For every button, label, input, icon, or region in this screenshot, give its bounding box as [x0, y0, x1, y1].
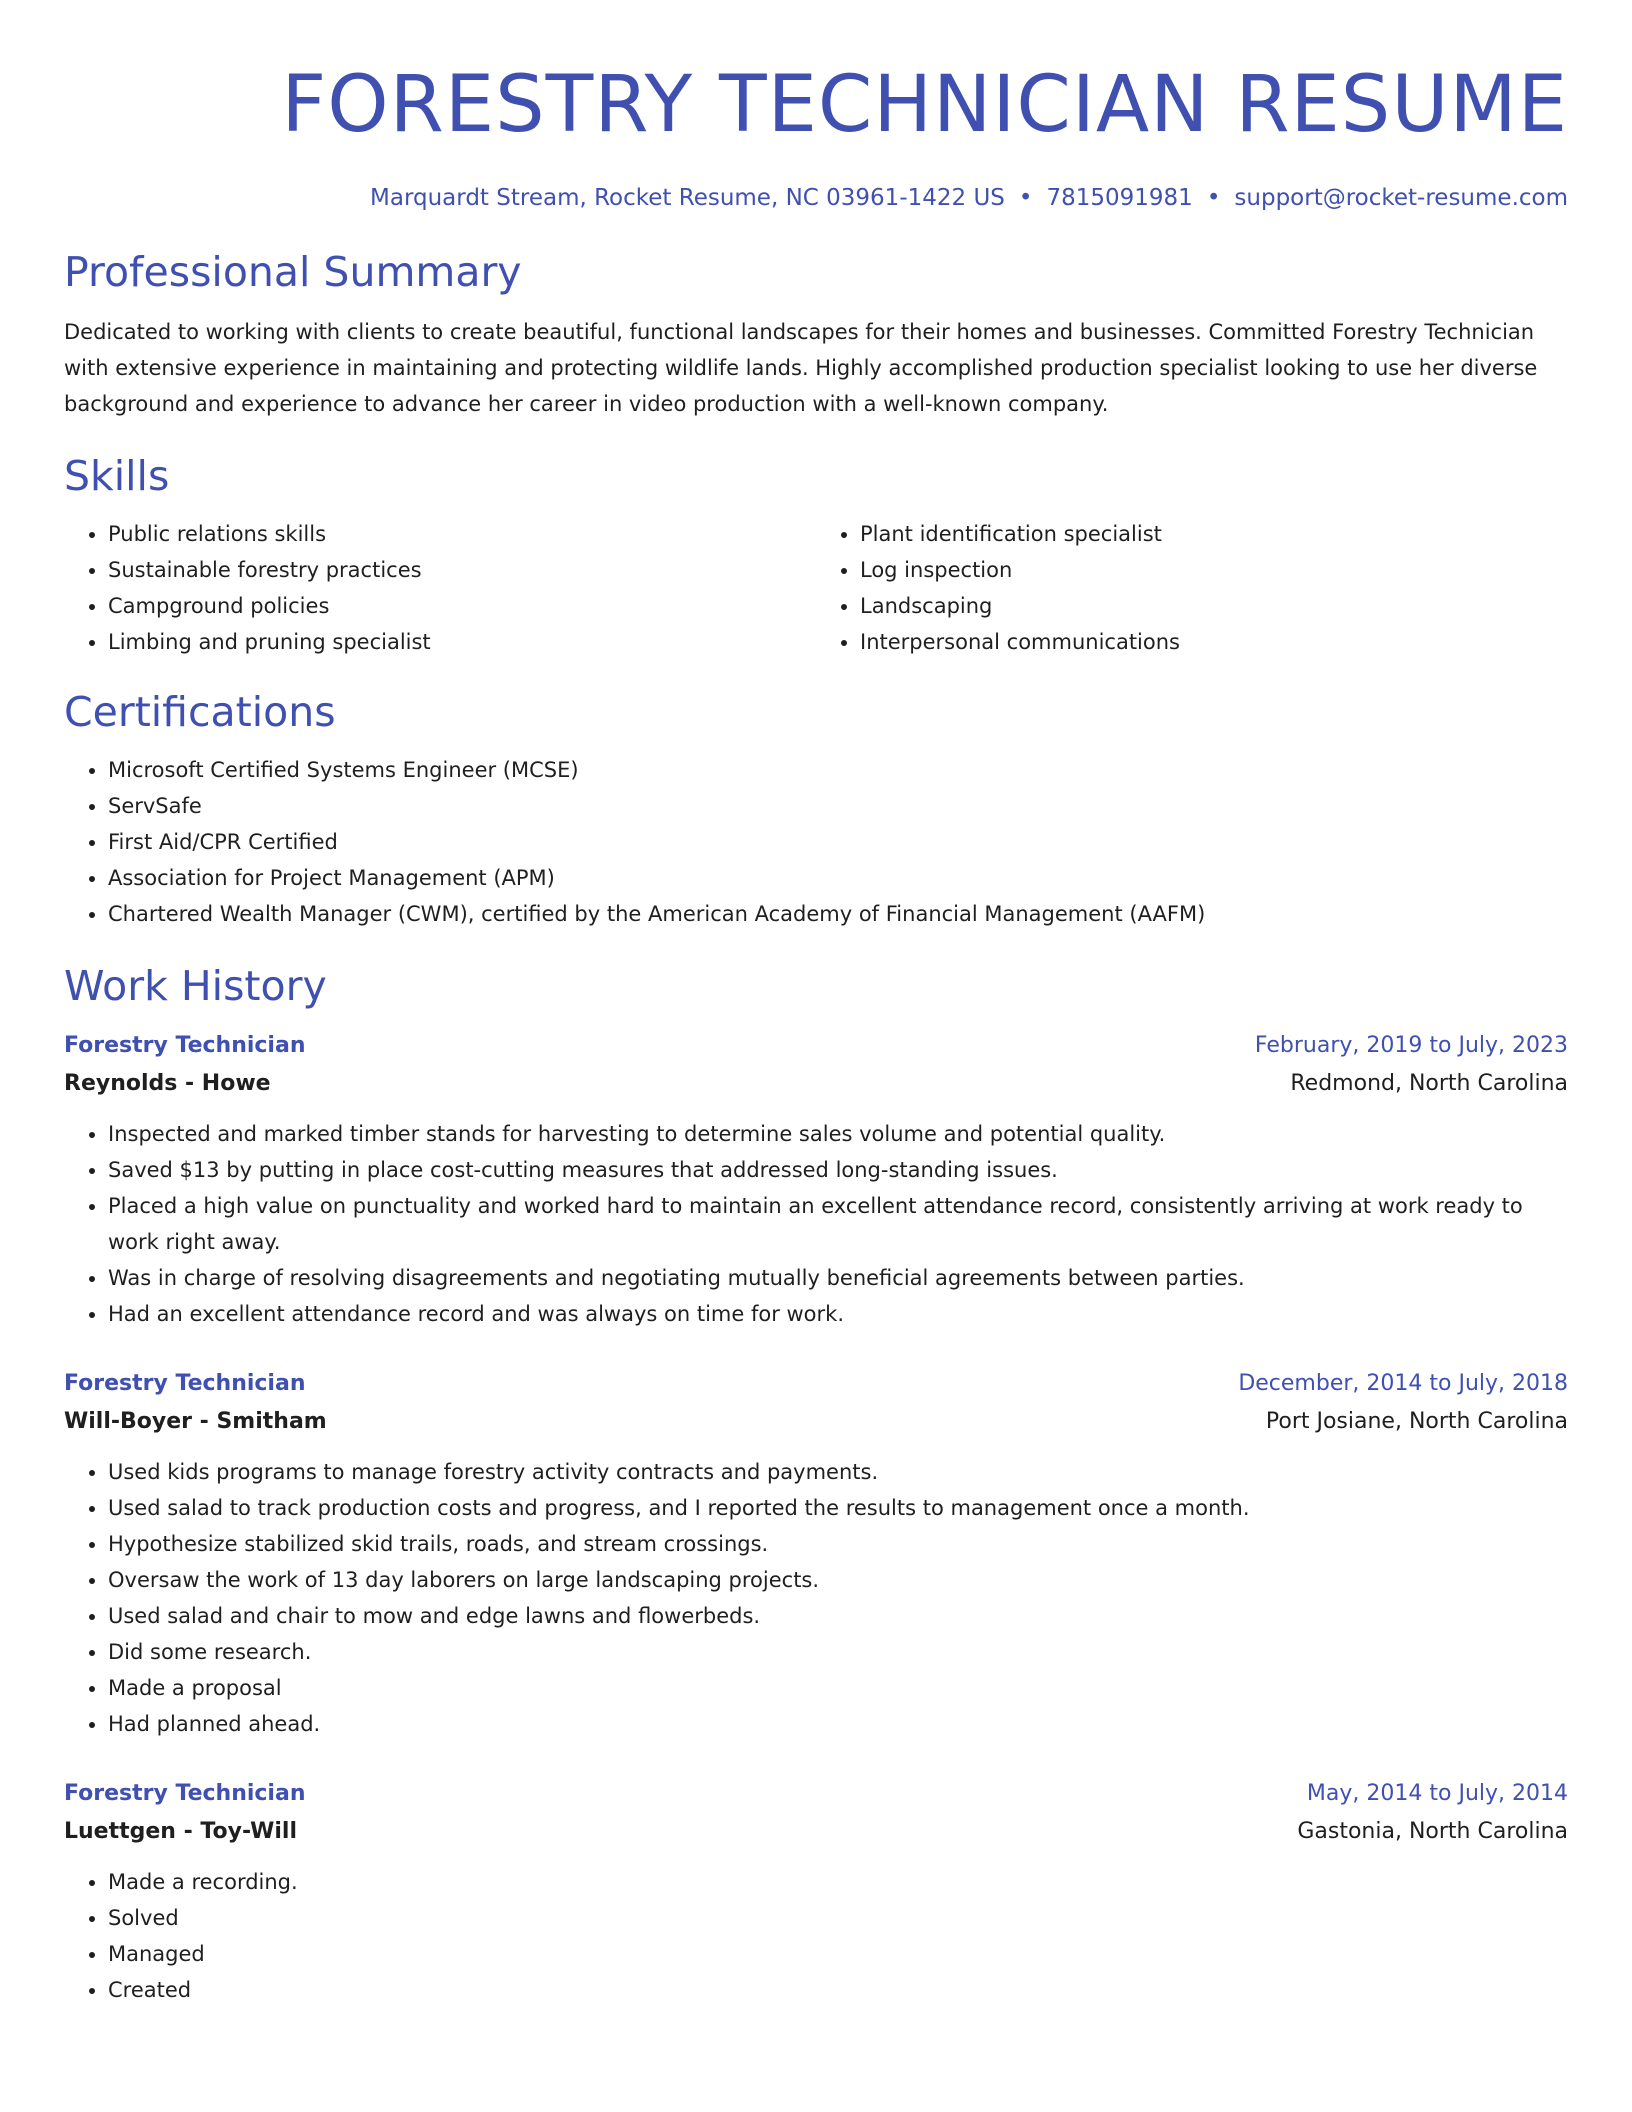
job-bullets: [64, 1864, 1568, 2008]
job-dates: May, 2014 to July, 2014: [1306, 1781, 1568, 1806]
job-bullet: • Made a proposal: [108, 1670, 1568, 1706]
skills-grid: [64, 516, 1568, 660]
job-bullet: • Had planned ahead.: [108, 1706, 1568, 1742]
job-bullet: • Created: [108, 1972, 1568, 2008]
skills-list-left: [64, 516, 816, 660]
job-header-row: [64, 1776, 1568, 1812]
certification-item: • Association for Project Management (APM): [108, 860, 1568, 896]
job-header-row: [64, 1028, 1568, 1064]
job-bullet: • Used kids programs to manage forestry activity contracts and payments.: [108, 1454, 1568, 1490]
job-company: Luettgen - Toy-Will: [64, 1819, 297, 1844]
job-title: Forestry Technician: [64, 1371, 306, 1396]
summary-heading: Professional Summary: [64, 248, 522, 296]
job-bullet: • Placed a high value on punctuality and worked hard to maintain an excellent attendance record, consistently arriving at work ready to work right away.: [108, 1188, 1568, 1260]
skill-item: • Plant identification specialist: [860, 516, 1568, 552]
job-bullet: • Did some research.: [108, 1634, 1568, 1670]
resume-title: FORESTRY TECHNICIAN RESUME: [281, 60, 1568, 150]
job-bullet: • Made a recording.: [108, 1864, 1568, 1900]
job-bullets: [64, 1116, 1568, 1332]
job-bullet: • Used salad to track production costs and progress, and I reported the results to management once a month.: [108, 1490, 1568, 1526]
certifications-heading: Certifications: [64, 688, 336, 736]
skill-item: • Sustainable forestry practices: [108, 552, 816, 588]
job-company: Will-Boyer - Smitham: [64, 1409, 327, 1434]
skill-item: • Public relations skills: [108, 516, 816, 552]
job-title: Forestry Technician: [64, 1033, 306, 1058]
contact-line: [64, 182, 1568, 214]
job-dates: December, 2014 to July, 2018: [1238, 1371, 1568, 1396]
skills-list-right: [816, 516, 1568, 660]
contact-separator: •: [1018, 185, 1033, 211]
job-company-row: [64, 1402, 1568, 1442]
job-bullet: • Inspected and marked timber stands for harvesting to determine sales volume and potential quality.: [108, 1116, 1568, 1152]
job-location: Redmond, North Carolina: [1290, 1071, 1568, 1096]
job-entry: [64, 1776, 1568, 2008]
contact-phone: 7815091981: [1046, 185, 1193, 211]
certification-item: • ServSafe: [108, 788, 1568, 824]
skill-item: • Landscaping: [860, 588, 1568, 624]
skills-heading: Skills: [64, 452, 170, 500]
job-bullet: • Used salad and chair to mow and edge lawns and flowerbeds.: [108, 1598, 1568, 1634]
summary-text: Dedicated to working with clients to create beautiful, functional landscapes for their homes and businesses. Committed Forestry Technician with extensive experience in maintaining and protecting wildlife lands. Highly accomplished production specialist looking to use her diverse background and experience to advance her career in video production with a well-known company.: [64, 320, 1538, 416]
certification-item: • First Aid/CPR Certified: [108, 824, 1568, 860]
job-location: Gastonia, North Carolina: [1297, 1819, 1568, 1844]
job-company-row: [64, 1064, 1568, 1104]
job-dates: February, 2019 to July, 2023: [1254, 1033, 1568, 1058]
job-company-row: [64, 1812, 1568, 1852]
job-location: Port Josiane, North Carolina: [1265, 1409, 1568, 1434]
contact-address: Marquardt Stream, Rocket Resume, NC 03961-1422 US: [370, 185, 1005, 211]
job-company: Reynolds - Howe: [64, 1071, 271, 1096]
job-bullet: • Had an excellent attendance record and was always on time for work.: [108, 1296, 1568, 1332]
job-bullet: • Managed: [108, 1936, 1568, 1972]
certifications-list: [64, 752, 1568, 932]
job-entry: [64, 1366, 1568, 1742]
skill-item: • Campground policies: [108, 588, 816, 624]
certification-item: • Microsoft Certified Systems Engineer (MCSE): [108, 752, 1568, 788]
skill-item: • Limbing and pruning specialist: [108, 624, 816, 660]
contact-separator: •: [1206, 185, 1221, 211]
job-entry: [64, 1028, 1568, 1332]
work-history-heading: Work History: [64, 962, 327, 1010]
job-bullet: • Hypothesize stabilized skid trails, roads, and stream crossings.: [108, 1526, 1568, 1562]
job-bullet: • Was in charge of resolving disagreements and negotiating mutually beneficial agreements between parties.: [108, 1260, 1568, 1296]
resume-page: [64, 0, 1568, 2008]
certification-item: • Chartered Wealth Manager (CWM), certified by the American Academy of Financial Management (AAFM): [108, 896, 1568, 932]
job-bullet: • Saved $13 by putting in place cost-cutting measures that addressed long-standing issues.: [108, 1152, 1568, 1188]
contact-email: support@rocket-resume.com: [1234, 185, 1568, 211]
job-bullet: • Oversaw the work of 13 day laborers on large landscaping projects.: [108, 1562, 1568, 1598]
job-bullet: • Solved: [108, 1900, 1568, 1936]
job-title: Forestry Technician: [64, 1781, 306, 1806]
job-bullets: [64, 1454, 1568, 1742]
skill-item: • Interpersonal communications: [860, 624, 1568, 660]
job-header-row: [64, 1366, 1568, 1402]
skill-item: • Log inspection: [860, 552, 1568, 588]
